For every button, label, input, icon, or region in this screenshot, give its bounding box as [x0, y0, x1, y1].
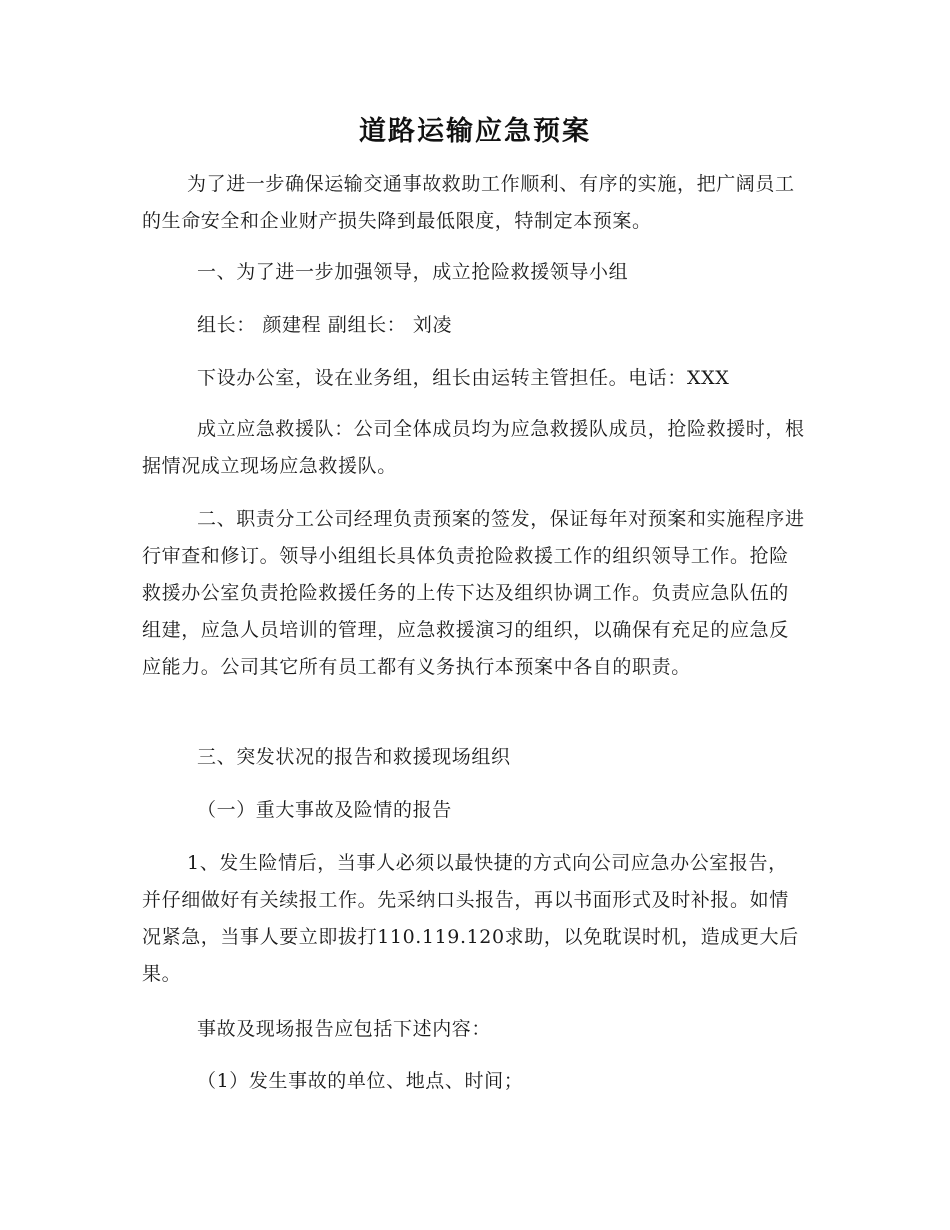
leader-line: 组长： 颜建程 副组长： 刘凌: [197, 314, 453, 336]
section-two-paragraph: 二、职责分工公司经理负责预案的签发，保证每年对预案和实施程序进行审查和修订。领导小组组长具体负责抢险救援工作的组织领导工作。抢险救援办公室负责抢险救援任务的上传下达及组织协调工作。负责应急队伍的组建，应急人员培训的管理，应急救援演习的组织，以确保有充足的应急反应能力。公司其它所有员工都有义务执行本预案中各自的职责。: [142, 508, 805, 678]
report-content-item-one: （1）发生事故的单位、地点、时间；: [197, 1070, 524, 1092]
office-line: 下设办公室，设在业务组，组长由运转主管担任。电话：XXX: [197, 367, 730, 389]
report-content-intro: 事故及现场报告应包括下述内容：: [197, 1018, 492, 1040]
document-title: 道路运输应急预案: [359, 116, 591, 147]
section-one-heading: 一、为了进一步加强领导，成立抢险救援领导小组: [197, 261, 629, 283]
subsection-one-heading: （一）重大事故及险情的报告: [197, 799, 452, 821]
rescue-team-paragraph: 成立应急救援队：公司全体成员均为应急救援队成员，抢险救援时，根据情况成立现场应急救援队。: [142, 418, 805, 477]
intro-paragraph: 为了进一步确保运输交通事故救助工作顺利、有序的实施，把广阔员工的生命安全和企业财产损失降到最低限度，特制定本预案。: [142, 173, 795, 232]
section-three-heading: 三、突发状况的报告和救援现场组织: [197, 746, 511, 768]
report-item-one-paragraph: 1、发生险情后，当事人必须以最快捷的方式向公司应急办公室报告，并仔细做好有关续报工作。先采纳口头报告，再以书面形式及时补报。如情况紧急，当事人要立即拔打110.119.120求助，以免耽误时机，造成更大后果。: [142, 852, 799, 985]
